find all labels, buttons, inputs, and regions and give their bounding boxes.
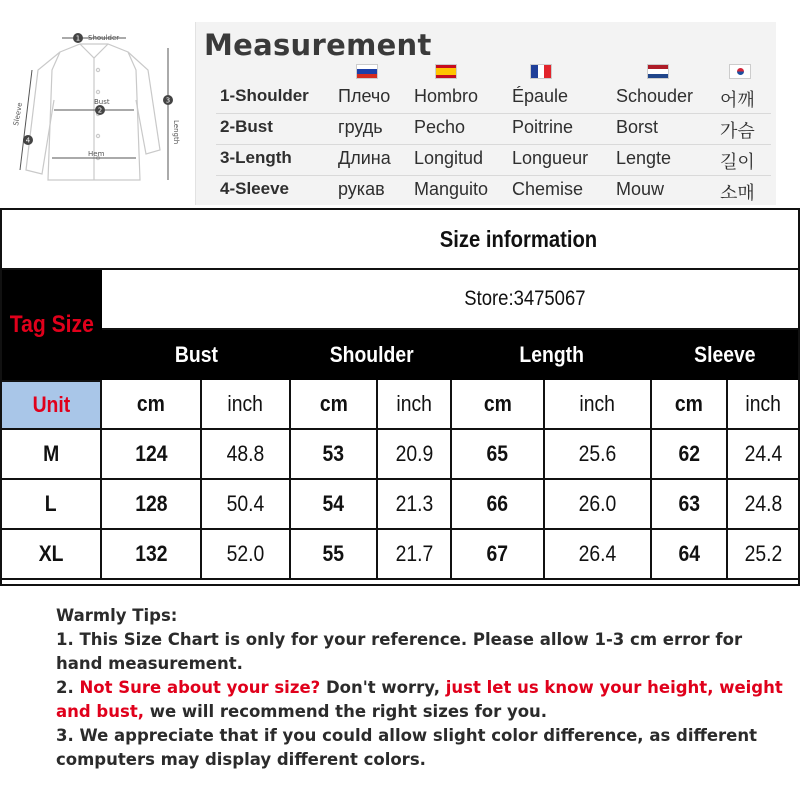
table-cell: 66 — [452, 480, 545, 530]
spain-flag-icon — [435, 64, 457, 79]
tips-heading: Warmly Tips: — [56, 606, 178, 625]
russian-term: рукав — [338, 179, 385, 199]
table-cell: 52.0 — [202, 530, 291, 580]
size-table — [0, 208, 800, 586]
diagram-shoulder-label: Shoulder — [88, 34, 120, 42]
table-cell: 132 — [102, 530, 202, 580]
table-cell: 26.4 — [545, 530, 652, 580]
spanish-term: Manguito — [414, 179, 489, 199]
table-cell: 124 — [102, 430, 202, 480]
table-cell: 20.9 — [378, 430, 452, 480]
diagram-number-1: 1 — [75, 34, 81, 43]
korean-term: 가슴 — [720, 121, 755, 141]
dutch-term: Mouw — [616, 179, 665, 199]
table-cell: 64 — [652, 530, 728, 580]
sleeve-header: Sleeve — [652, 330, 798, 380]
table-cell: 25.6 — [545, 430, 652, 480]
diagram-number-2: 2 — [97, 106, 103, 115]
netherlands-flag-icon — [647, 64, 669, 79]
measurement-panel — [195, 22, 776, 205]
unit-inch: inch — [378, 380, 452, 430]
measurement-row-shoulder — [216, 82, 771, 114]
unit-cm: cm — [452, 380, 545, 430]
french-term: Longueur — [512, 148, 589, 168]
table-cell: 48.8 — [202, 430, 291, 480]
store-id: Store:3475067 — [102, 270, 798, 330]
unit-cm: cm — [652, 380, 728, 430]
diagram-sleeve-label: Sleeve — [12, 101, 25, 127]
shirt-outline-image — [8, 30, 180, 202]
table-cell: 55 — [291, 530, 378, 580]
size-m: M — [2, 430, 102, 480]
spanish-term: Pecho — [414, 117, 466, 137]
table-cell: 24.4 — [728, 430, 798, 480]
size-information-title: Size information — [2, 210, 798, 270]
unit-inch: inch — [202, 380, 291, 430]
row-key: 2-Bust — [220, 117, 273, 136]
russian-term: Длина — [338, 148, 391, 168]
diagram-length-label: Length — [172, 120, 180, 145]
table-cell: 65 — [452, 430, 545, 480]
table-cell: 62 — [652, 430, 728, 480]
korean-term: 어깨 — [720, 90, 755, 110]
table-cell: 54 — [291, 480, 378, 530]
row-key: 1-Shoulder — [220, 86, 309, 105]
row-key: 4-Sleeve — [220, 179, 289, 198]
measurement-row-sleeve — [216, 175, 771, 206]
russian-term: Плечо — [338, 86, 391, 106]
unit-cm: cm — [291, 380, 378, 430]
spanish-term: Hombro — [414, 86, 479, 106]
tip-2-highlight-2: just let us know your height, weight and bust, — [56, 678, 783, 721]
row-key: 3-Length — [220, 148, 292, 167]
dutch-term: Lengte — [616, 148, 672, 168]
tag-size-label: Tag Size — [2, 270, 102, 380]
table-cell: 21.3 — [378, 480, 452, 530]
table-cell: 26.0 — [545, 480, 652, 530]
table-cell: 53 — [291, 430, 378, 480]
measurement-section — [0, 0, 800, 205]
table-cell: 24.8 — [728, 480, 798, 530]
diagram-bust-label: Bust — [94, 98, 110, 106]
table-cell: 21.7 — [378, 530, 452, 580]
unit-inch: inch — [728, 380, 798, 430]
diagram-number-3: 3 — [165, 96, 171, 105]
measurement-title: Measurement — [204, 28, 432, 62]
korean-term: 소매 — [720, 183, 755, 203]
size-l: L — [2, 480, 102, 530]
warm-tips — [56, 604, 786, 772]
size-xl: XL — [2, 530, 102, 580]
russian-term: грудь — [338, 117, 383, 137]
france-flag-icon — [530, 64, 552, 79]
diagram-number-4: 4 — [25, 136, 31, 145]
tip-2: 2. Not Sure about your size? Don't worry, just let us know your height, weight and bust, we will recommend the right sizes for you. — [56, 678, 783, 721]
dutch-term: Borst — [616, 117, 659, 137]
diagram-hem-label: Hem — [88, 150, 105, 158]
table-cell: 25.2 — [728, 530, 798, 580]
table-cell: 50.4 — [202, 480, 291, 530]
measurement-row-bust — [216, 113, 771, 145]
table-cell: 67 — [452, 530, 545, 580]
unit-cm: cm — [102, 380, 202, 430]
unit-label: Unit — [2, 380, 102, 430]
french-term: Poitrine — [512, 117, 574, 137]
unit-inch: inch — [545, 380, 652, 430]
tip-3: 3. We appreciate that if you could allow slight color difference, as different computers may display different colors. — [56, 726, 758, 769]
bust-header: Bust — [102, 330, 291, 380]
french-term: Chemise — [512, 179, 584, 199]
measurement-row-length — [216, 144, 771, 176]
table-cell: 63 — [652, 480, 728, 530]
korean-term: 길이 — [720, 152, 755, 172]
french-term: Épaule — [512, 86, 569, 106]
russia-flag-icon — [356, 64, 378, 79]
korea-flag-icon — [729, 64, 751, 79]
shoulder-header: Shoulder — [291, 330, 452, 380]
length-header: Length — [452, 330, 652, 380]
tip-2-highlight-1: Not Sure about your size? — [79, 678, 321, 697]
dutch-term: Schouder — [616, 86, 694, 106]
spanish-term: Longitud — [414, 148, 484, 168]
table-cell: 128 — [102, 480, 202, 530]
shirt-diagram — [8, 30, 180, 202]
tip-1: 1. This Size Chart is only for your reference. Please allow 1-3 cm error for hand measurement. — [56, 630, 743, 673]
